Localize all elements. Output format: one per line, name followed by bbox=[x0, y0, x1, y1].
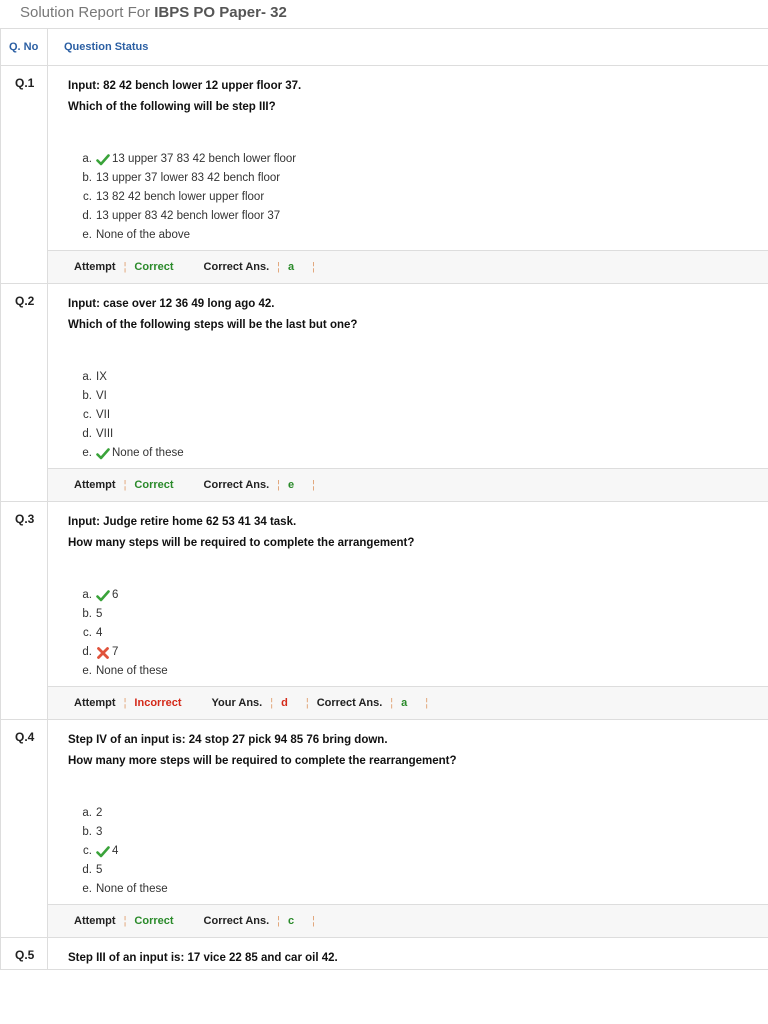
cross-icon bbox=[96, 646, 110, 660]
option-item bbox=[68, 188, 768, 207]
options-list bbox=[68, 586, 768, 681]
option-letter: c. bbox=[83, 627, 92, 639]
header-status: Question Status bbox=[64, 41, 149, 53]
option-text: 4 bbox=[112, 845, 119, 857]
option-item bbox=[68, 662, 768, 681]
separator: ¦ bbox=[277, 915, 281, 927]
option-item bbox=[68, 605, 768, 624]
solution-table bbox=[0, 29, 768, 970]
separator: ¦ bbox=[123, 479, 127, 491]
question-row bbox=[1, 284, 768, 502]
option-text: VI bbox=[96, 390, 107, 402]
question-row bbox=[1, 66, 768, 284]
option-item bbox=[68, 387, 768, 406]
option-text: VII bbox=[96, 409, 111, 421]
your-answer: d bbox=[281, 697, 288, 709]
question-body bbox=[48, 66, 768, 283]
question-line-1: Step IV of an input is: 24 stop 27 pick 94 85 76 bring down. bbox=[68, 734, 388, 746]
option-letter: b. bbox=[82, 608, 92, 620]
separator: ¦ bbox=[390, 697, 394, 709]
attempt-label: Attempt bbox=[74, 261, 116, 273]
option-item bbox=[68, 804, 768, 823]
options-list bbox=[68, 804, 768, 899]
option-text: None of these bbox=[96, 665, 168, 677]
option-text: 13 82 42 bench lower upper floor bbox=[96, 191, 265, 203]
question-body bbox=[48, 938, 768, 969]
attempt-label: Attempt bbox=[74, 915, 116, 927]
correct-ans-label: Correct Ans. bbox=[203, 915, 270, 927]
separator: ¦ bbox=[312, 261, 315, 273]
question-line-1: Input: 82 42 bench lower 12 upper floor 37. bbox=[68, 80, 302, 92]
option-item bbox=[68, 880, 768, 899]
question-line-2: Which of the following steps will be the last but one? bbox=[68, 319, 358, 331]
question-body bbox=[48, 502, 768, 719]
option-item bbox=[68, 226, 768, 245]
option-item bbox=[68, 169, 768, 188]
option-letter: e. bbox=[82, 447, 92, 459]
result-bar bbox=[48, 686, 768, 719]
check-icon bbox=[96, 589, 110, 603]
option-text: None of these bbox=[96, 883, 168, 895]
option-item bbox=[68, 207, 768, 226]
option-letter: a. bbox=[82, 153, 92, 165]
option-letter: a. bbox=[82, 807, 92, 819]
question-text bbox=[48, 938, 768, 969]
option-text: 4 bbox=[96, 627, 103, 639]
check-icon bbox=[96, 447, 110, 461]
option-letter: b. bbox=[82, 390, 92, 402]
question-line-1: Step III of an input is: 17 vice 22 85 and car oil 42. bbox=[68, 952, 338, 964]
correct-answer: a bbox=[401, 697, 408, 709]
option-letter: b. bbox=[82, 826, 92, 838]
option-letter: e. bbox=[82, 229, 92, 241]
question-row bbox=[1, 720, 768, 938]
separator: ¦ bbox=[123, 915, 127, 927]
correct-ans-label: Correct Ans. bbox=[316, 697, 383, 709]
option-item bbox=[68, 368, 768, 387]
question-number: Q.3 bbox=[1, 502, 48, 719]
question-number: Q.2 bbox=[1, 284, 48, 501]
check-icon bbox=[96, 845, 110, 859]
question-text bbox=[48, 66, 768, 250]
question-body bbox=[48, 720, 768, 937]
options-list bbox=[68, 150, 768, 245]
option-item bbox=[68, 406, 768, 425]
question-line-1: Input: case over 12 36 49 long ago 42. bbox=[68, 298, 275, 310]
option-text: IX bbox=[96, 371, 107, 383]
option-item bbox=[68, 823, 768, 842]
option-text: 13 upper 83 42 bench lower floor 37 bbox=[96, 210, 281, 222]
check-icon bbox=[96, 153, 110, 167]
option-letter: b. bbox=[82, 172, 92, 184]
option-item bbox=[68, 444, 768, 463]
table-header bbox=[1, 29, 768, 66]
question-line-2: How many steps will be required to complete the arrangement? bbox=[68, 537, 415, 549]
option-item bbox=[68, 624, 768, 643]
status-badge: Correct bbox=[134, 261, 174, 273]
your-ans-label: Your Ans. bbox=[211, 697, 263, 709]
separator: ¦ bbox=[123, 261, 127, 273]
result-bar bbox=[48, 904, 768, 937]
question-row bbox=[1, 502, 768, 720]
separator: ¦ bbox=[123, 697, 127, 709]
header-qno: Q. No bbox=[1, 29, 48, 65]
option-item bbox=[68, 842, 768, 861]
question-number: Q.1 bbox=[1, 66, 48, 283]
question-rows bbox=[1, 66, 768, 970]
title-paper: IBPS PO Paper- 32 bbox=[154, 4, 287, 21]
option-letter: e. bbox=[82, 665, 92, 677]
question-text bbox=[48, 284, 768, 468]
option-text: 2 bbox=[96, 807, 103, 819]
option-letter: c. bbox=[83, 409, 92, 421]
option-text: 7 bbox=[112, 646, 119, 658]
options-list bbox=[68, 368, 768, 463]
title-prefix: Solution Report For bbox=[20, 4, 155, 21]
question-row bbox=[1, 938, 768, 970]
option-text: None of these bbox=[112, 447, 184, 459]
option-letter: d. bbox=[82, 428, 92, 440]
option-text: 13 upper 37 83 42 bench lower floor bbox=[112, 153, 297, 165]
option-letter: c. bbox=[83, 845, 92, 857]
question-line-2: Which of the following will be step III? bbox=[68, 101, 276, 113]
option-text: None of the above bbox=[96, 229, 190, 241]
option-item bbox=[68, 425, 768, 444]
attempt-label: Attempt bbox=[74, 479, 116, 491]
correct-ans-label: Correct Ans. bbox=[203, 479, 270, 491]
option-text: 5 bbox=[96, 864, 103, 876]
question-line-1: Input: Judge retire home 62 53 41 34 task. bbox=[68, 516, 297, 528]
option-item bbox=[68, 150, 768, 169]
question-number: Q.5 bbox=[1, 938, 48, 969]
option-letter: d. bbox=[82, 864, 92, 876]
option-text: VIII bbox=[96, 428, 114, 440]
separator: ¦ bbox=[277, 261, 281, 273]
option-text: 3 bbox=[96, 826, 103, 838]
separator: ¦ bbox=[312, 915, 315, 927]
status-badge: Correct bbox=[134, 479, 174, 491]
option-letter: d. bbox=[82, 646, 92, 658]
separator: ¦ bbox=[270, 697, 274, 709]
option-letter: e. bbox=[82, 883, 92, 895]
correct-ans-label: Correct Ans. bbox=[203, 261, 270, 273]
option-item bbox=[68, 586, 768, 605]
status-badge: Correct bbox=[134, 915, 174, 927]
separator: ¦ bbox=[425, 697, 429, 709]
attempt-label: Attempt bbox=[74, 697, 116, 709]
option-text: 6 bbox=[112, 589, 119, 601]
option-letter: d. bbox=[82, 210, 92, 222]
correct-answer: a bbox=[288, 261, 295, 273]
option-item bbox=[68, 861, 768, 880]
question-text bbox=[48, 502, 768, 686]
report-title bbox=[0, 0, 768, 29]
option-text: 5 bbox=[96, 608, 103, 620]
question-number: Q.4 bbox=[1, 720, 48, 937]
question-body bbox=[48, 284, 768, 501]
result-bar bbox=[48, 250, 768, 283]
result-bar bbox=[48, 468, 768, 501]
option-letter: a. bbox=[82, 589, 92, 601]
question-text bbox=[48, 720, 768, 904]
option-item bbox=[68, 643, 768, 662]
option-letter: c. bbox=[83, 191, 92, 203]
separator: ¦ bbox=[305, 697, 309, 709]
question-line-2: How many more steps will be required to complete the rearrangement? bbox=[68, 755, 457, 767]
separator: ¦ bbox=[277, 479, 281, 491]
status-badge: Incorrect bbox=[134, 697, 182, 709]
separator: ¦ bbox=[312, 479, 315, 491]
option-text: 13 upper 37 lower 83 42 bench floor bbox=[96, 172, 281, 184]
correct-answer: e bbox=[288, 479, 295, 491]
option-letter: a. bbox=[82, 371, 92, 383]
correct-answer: c bbox=[288, 915, 295, 927]
